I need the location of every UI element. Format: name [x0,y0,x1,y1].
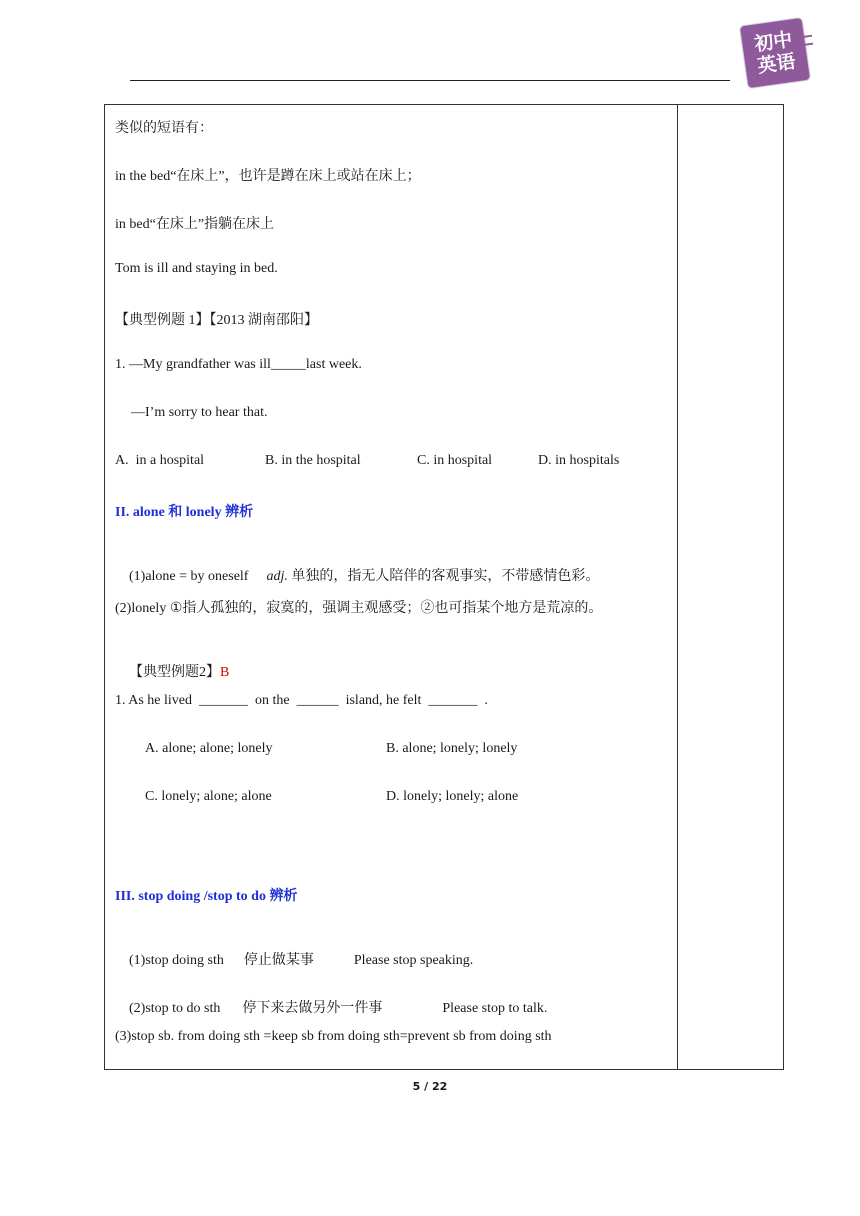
section-heading-ii: II. alone 和 lonely 辨析 [115,505,254,520]
q1-option-c: C. in hospital [417,453,493,468]
example-label: 【典型例题2】 [129,665,220,680]
text-line [115,933,473,985]
text-part: (1)alone = by oneself [129,569,249,584]
logo-line1: 初中 [753,28,794,56]
example-heading [115,645,229,697]
text-part: 单独的，指无人陪伴的客观事实，不带感情色彩。 [287,569,600,584]
q2-option-b: B. alone; lonely; lonely [386,741,518,756]
text-part: 停下来去做另外一件事 [242,1001,383,1016]
q1-option-d: D. in hospitals [538,453,620,468]
q2-option-d: D. lonely; lonely; alone [386,789,519,804]
q1-option-a: A. in a hospital [115,453,205,468]
text-line: in the bed“在床上”，也许是蹲在床上或站在床上； [115,169,421,184]
example-heading: 【典型例题 1】【2013 湖南邵阳】 [115,313,318,328]
pos-label: adj. [266,569,288,584]
q2-option-a: A. alone; alone; lonely [145,741,273,756]
content-table [104,104,784,1070]
text-part: (1)stop doing sth [129,953,224,968]
text-line: Tom is ill and staying in bed. [115,261,278,276]
section-heading-iii: III. stop doing /stop to do 辨析 [115,889,298,904]
question-1: 1. —My grandfather was ill_____last week. [115,357,362,372]
logo [740,18,810,88]
text-line: in bed“在床上”指躺在床上 [115,217,275,232]
question-1-response: —I’m sorry to hear that. [131,405,268,420]
logo-line2: 英语 [756,50,797,78]
column-divider [677,105,678,1069]
text-line: (3)stop sb. from doing sth =keep sb from doing sth=prevent sb from doing sth [115,1029,552,1044]
text-line [115,981,547,1033]
pen-icon [798,35,813,47]
page-number: 5 / 22 [412,1080,448,1093]
answer-label: B [220,665,230,680]
text-line: (2)lonely ①指人孤独的，寂寞的，强调主观感受；②也可指某个地方是荒凉的。 [115,601,603,616]
header-rule [130,80,730,81]
text-part: 停止做某事 [243,953,314,968]
q1-option-b: B. in the hospital [265,453,361,468]
text-line [115,549,599,601]
question-2: 1. As he lived _______ on the ______ island, he felt _______ . [115,693,488,708]
q2-option-c: C. lonely; alone; alone [145,789,272,804]
text-part: Please stop to talk. [442,1001,548,1016]
text-line: 类似的短语有： [115,121,213,136]
text-part: (2)stop to do sth [129,1001,221,1016]
text-part: Please stop speaking. [353,953,474,968]
